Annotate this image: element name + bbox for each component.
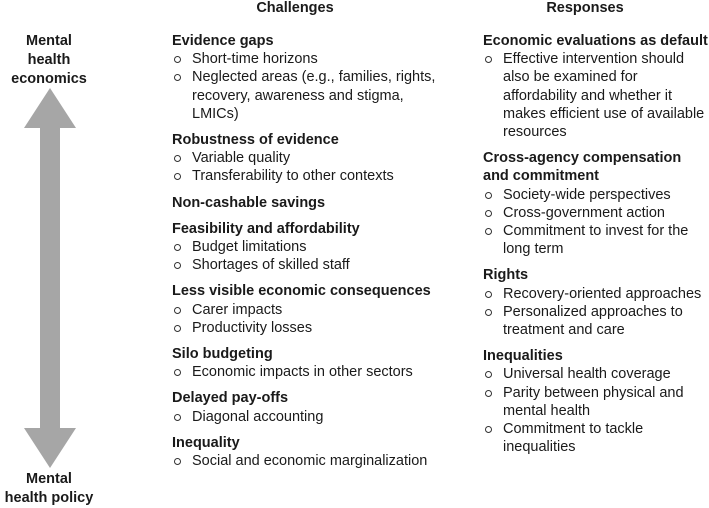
challenges-group (172, 282, 444, 337)
list-item: Cross-government action (483, 204, 709, 222)
group-title: Inequality (172, 434, 240, 451)
bullet-list (172, 238, 444, 274)
bullet-list (172, 363, 444, 381)
mental-health-policy-label: Mental health policy (4, 471, 94, 506)
challenges-column (172, 32, 444, 478)
group-title: Feasibility and affordability (172, 220, 360, 237)
list-item: Universal health coverage (483, 365, 709, 383)
challenges-group (172, 389, 444, 425)
list-item: Carer impacts (172, 301, 444, 319)
group-title: Cross-agency compensation and commitment (483, 150, 682, 185)
responses-group (483, 266, 709, 339)
challenges-header: Challenges (256, 0, 334, 16)
bullet-list (483, 186, 709, 259)
list-item: Economic impacts in other sectors (172, 363, 444, 381)
group-title: Delayed pay-offs (172, 390, 289, 407)
list-item: Social and economic marginalization (172, 452, 444, 470)
responses-group (483, 32, 709, 141)
bullet-list (172, 408, 444, 426)
challenges-group (172, 434, 444, 470)
group-title: Robustness of evidence (172, 132, 339, 149)
list-item: Variable quality (172, 149, 444, 167)
responses-header: Responses (546, 0, 624, 16)
challenges-group (172, 194, 444, 212)
list-item: Commitment to invest for the long term (483, 222, 709, 258)
list-item: Effective intervention should also be examined for affordability and whether it makes efficient use of available resources (483, 50, 709, 141)
list-item: Transferability to other contexts (172, 167, 444, 185)
challenges-group (172, 345, 444, 381)
bullet-list (172, 301, 444, 337)
bullet-list (172, 50, 444, 123)
responses-column (483, 32, 709, 464)
list-item: Personalized approaches to treatment and care (483, 303, 709, 339)
group-title: Non-cashable savings (172, 194, 326, 211)
bullet-list (483, 50, 709, 141)
list-item: Diagonal accounting (172, 408, 444, 426)
bullet-list (172, 452, 444, 470)
double-headed-arrow (24, 88, 76, 468)
list-item: Productivity losses (172, 319, 444, 337)
group-title: Rights (483, 267, 529, 284)
group-title: Silo budgeting (172, 346, 273, 363)
list-item: Neglected areas (e.g., families, rights, recovery, awareness and stigma, LMICs) (172, 68, 444, 123)
bullet-list (483, 285, 709, 340)
list-item: Budget limitations (172, 238, 444, 256)
group-title: Inequalities (483, 348, 563, 365)
list-item: Society-wide perspectives (483, 186, 709, 204)
challenges-group (172, 131, 444, 186)
responses-group (483, 149, 709, 258)
list-item: Short-time horizons (172, 50, 444, 68)
mental-health-economics-label: Mental health economics (11, 33, 87, 87)
group-title: Less visible economic consequences (172, 283, 431, 300)
challenges-group (172, 32, 444, 123)
list-item: Recovery-oriented approaches (483, 285, 709, 303)
bullet-list (483, 365, 709, 456)
list-item: Commitment to tackle inequalities (483, 420, 709, 456)
double-arrow-shape (24, 88, 76, 468)
bullet-list (172, 149, 444, 185)
responses-group (483, 347, 709, 456)
list-item: Shortages of skilled staff (172, 256, 444, 274)
group-title: Evidence gaps (172, 33, 274, 49)
list-item: Parity between physical and mental health (483, 384, 709, 420)
challenges-group (172, 220, 444, 275)
group-title: Economic evaluations as default (483, 33, 708, 49)
